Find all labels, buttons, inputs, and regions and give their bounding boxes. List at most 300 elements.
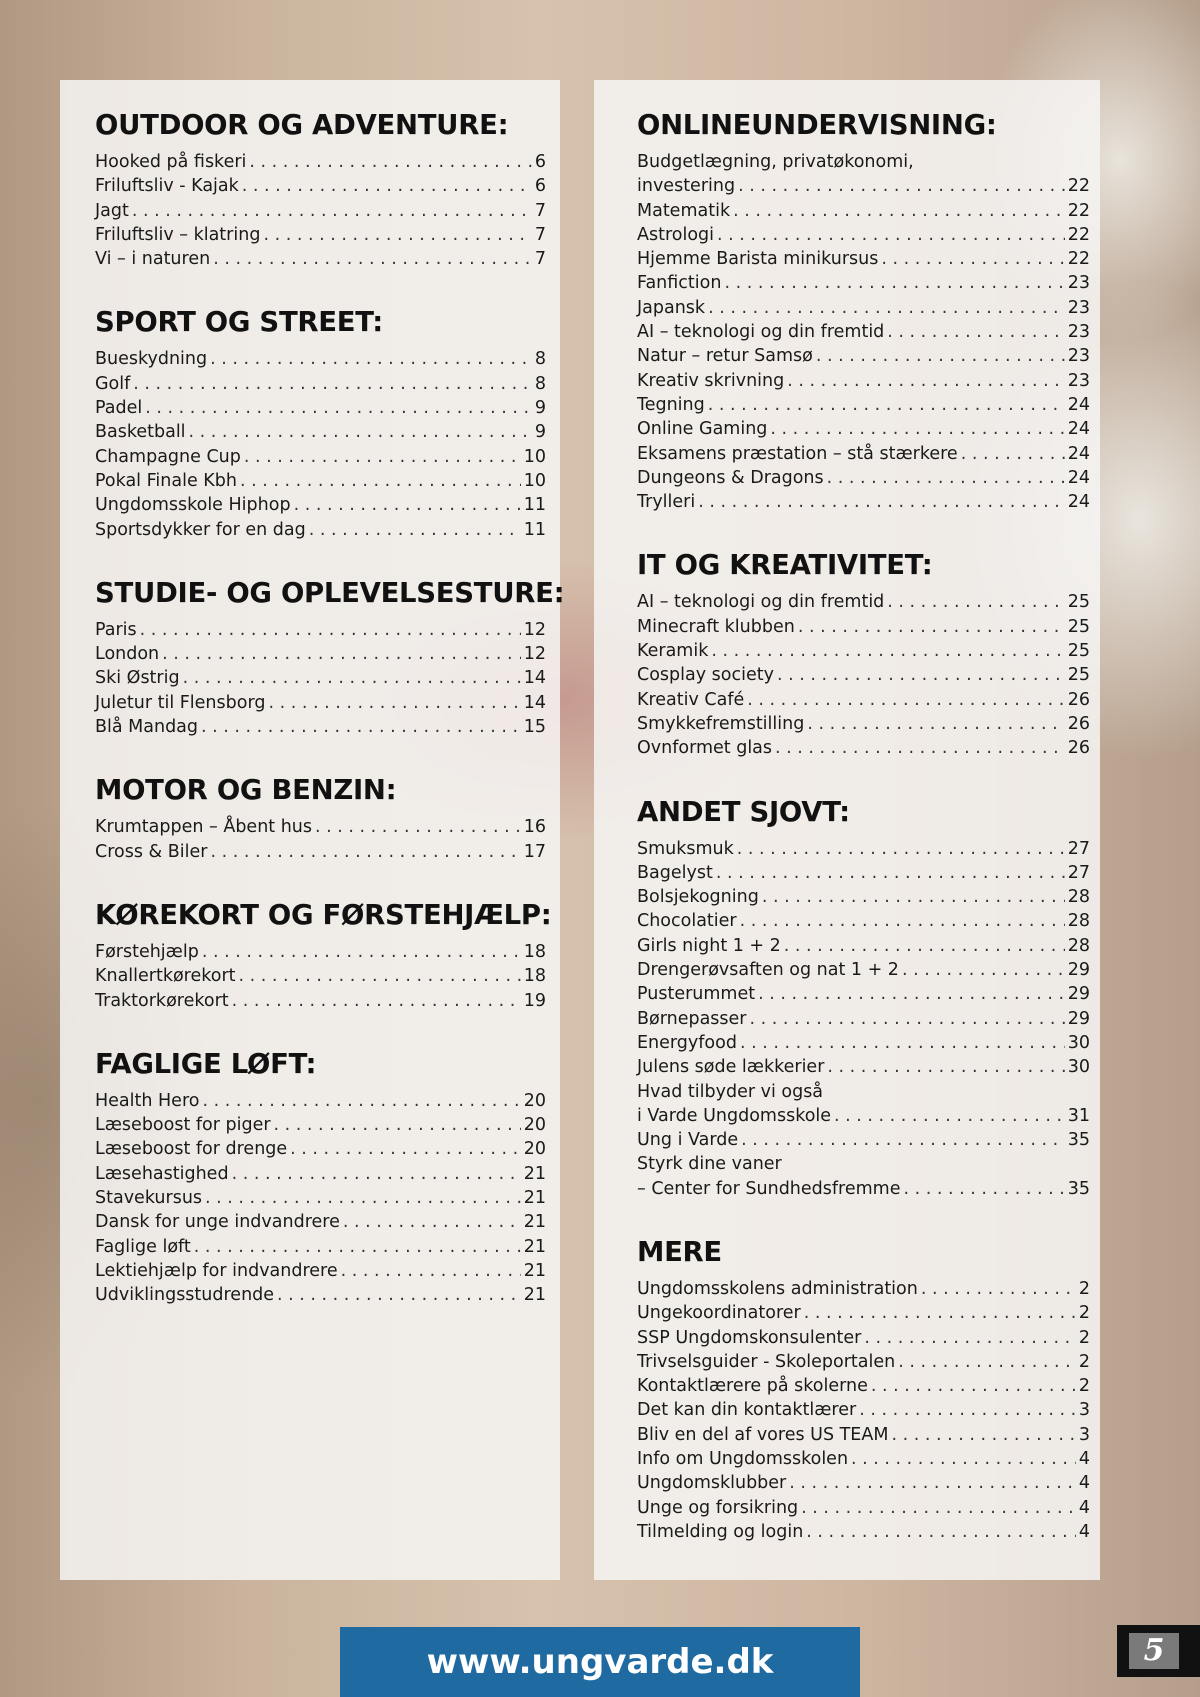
toc-entry[interactable] xyxy=(95,940,546,964)
entry-title: Blå Mandag xyxy=(95,717,199,738)
dot-leader xyxy=(242,174,532,198)
dot-leader xyxy=(716,861,1065,885)
dot-leader xyxy=(740,909,1065,933)
entry-title-line: Styrk dine vaner xyxy=(637,1154,782,1175)
entry-page-number: 21 xyxy=(523,1188,546,1209)
toc-section xyxy=(95,1047,546,1308)
dot-leader xyxy=(804,1301,1076,1325)
dot-leader xyxy=(213,247,532,271)
entry-title: investering xyxy=(637,176,736,197)
entry-page-number: 25 xyxy=(1067,641,1090,662)
entry-title: Kreativ skrivning xyxy=(637,370,785,391)
dot-leader xyxy=(887,590,1064,614)
dot-leader xyxy=(747,688,1064,712)
entry-page-number: 14 xyxy=(523,668,546,689)
entry-page-number: 25 xyxy=(1067,592,1090,613)
dot-leader xyxy=(698,490,1065,514)
entry-title: AI – teknologi og din fremtid xyxy=(637,322,885,343)
dot-leader xyxy=(708,296,1065,320)
entry-title: Unge og forsikring xyxy=(637,1497,799,1518)
toc-section xyxy=(637,795,1090,1201)
page-number: 5 xyxy=(1129,1633,1179,1669)
toc-entry[interactable] xyxy=(95,691,546,715)
toc-entry[interactable] xyxy=(637,174,1090,198)
entry-page-number: 30 xyxy=(1067,1032,1090,1053)
entry-page-number: 30 xyxy=(1067,1057,1090,1078)
entry-title: Natur – retur Samsø xyxy=(637,346,813,367)
entry-title: Tegning xyxy=(637,394,705,415)
section-heading: FAGLIGE LØFT: xyxy=(95,1047,317,1080)
dot-leader xyxy=(784,934,1065,958)
entry-title: Juletur til Flensborg xyxy=(95,692,266,713)
toc-entry[interactable] xyxy=(637,1398,1090,1422)
dot-leader xyxy=(249,150,531,174)
website-url-banner[interactable] xyxy=(340,1627,860,1697)
toc-entry[interactable] xyxy=(637,1277,1090,1301)
toc-section xyxy=(95,773,546,864)
entry-title: Golf xyxy=(95,373,131,394)
toc-entry[interactable] xyxy=(95,642,546,666)
toc-entry[interactable] xyxy=(637,296,1090,320)
dot-leader xyxy=(881,247,1064,271)
entry-title: Smuksmuk xyxy=(637,838,734,859)
entry-title: Krumtappen – Åbent hus xyxy=(95,817,313,838)
entry-page-number: 2 xyxy=(1078,1327,1090,1348)
entry-title: Energyfood xyxy=(637,1032,737,1053)
toc-entry[interactable] xyxy=(637,885,1090,909)
toc-entry-line xyxy=(637,150,1090,174)
toc-section xyxy=(637,1235,1090,1544)
entry-page-number: 27 xyxy=(1067,838,1090,859)
entry-title: Læseboost for piger xyxy=(95,1115,271,1136)
toc-entry[interactable] xyxy=(95,1210,546,1234)
entry-title: Hjemme Barista minikursus xyxy=(637,249,879,270)
toc-entry[interactable] xyxy=(637,1447,1090,1471)
toc-section xyxy=(95,108,546,271)
toc-section xyxy=(637,108,1090,514)
entry-page-number: 7 xyxy=(534,224,546,245)
entry-title: Vi – i naturen xyxy=(95,249,211,270)
section-heading: MOTOR OG BENZIN: xyxy=(95,774,397,807)
toc-entry[interactable] xyxy=(95,223,546,247)
dot-leader xyxy=(290,1137,521,1161)
dot-leader xyxy=(202,940,521,964)
entry-title: Jagt xyxy=(95,200,129,221)
entry-page-number: 27 xyxy=(1067,862,1090,883)
entry-title: Tilmelding og login xyxy=(637,1521,804,1542)
toc-entry[interactable] xyxy=(95,372,546,396)
toc-entry[interactable] xyxy=(637,1496,1090,1520)
entry-page-number: 25 xyxy=(1067,665,1090,686)
dot-leader xyxy=(183,666,521,690)
entry-page-number: 2 xyxy=(1078,1351,1090,1372)
dot-leader xyxy=(787,369,1064,393)
entry-title: Ungdomsklubber xyxy=(637,1473,787,1494)
entry-title: Friluftsliv – klatring xyxy=(95,224,261,245)
dot-leader xyxy=(268,691,520,715)
dot-leader xyxy=(887,320,1064,344)
toc-entry[interactable] xyxy=(637,688,1090,712)
entry-title: Ski Østrig xyxy=(95,668,180,689)
toc-entry[interactable] xyxy=(637,837,1090,861)
entry-title: SSP Ungdomskonsulenter xyxy=(637,1327,862,1348)
entry-title: Lektiehjælp for indvandrere xyxy=(95,1260,338,1281)
toc-entry[interactable] xyxy=(95,347,546,371)
entry-title: Trivselsguider - Skoleportalen xyxy=(637,1351,896,1372)
toc-entry[interactable] xyxy=(95,666,546,690)
entry-title: Kontaktlærere på skolerne xyxy=(637,1376,868,1397)
toc-entry[interactable] xyxy=(637,490,1090,514)
dot-leader xyxy=(239,964,521,988)
entry-page-number: 24 xyxy=(1067,492,1090,513)
dot-leader xyxy=(132,199,532,223)
dot-leader xyxy=(232,989,521,1013)
toc-entry[interactable] xyxy=(95,247,546,271)
toc-entry[interactable] xyxy=(95,815,546,839)
entry-title: Padel xyxy=(95,398,143,419)
dot-leader xyxy=(816,344,1065,368)
toc-entry[interactable] xyxy=(95,1137,546,1161)
toc-entry[interactable] xyxy=(637,466,1090,490)
toc-entry[interactable] xyxy=(95,618,546,642)
toc-entry[interactable] xyxy=(637,442,1090,466)
toc-entry-line xyxy=(637,1152,1090,1176)
entry-page-number: 4 xyxy=(1078,1449,1090,1470)
toc-entry[interactable] xyxy=(95,964,546,988)
dot-leader xyxy=(891,1423,1075,1447)
entry-title: Bagelyst xyxy=(637,862,713,883)
entry-page-number: 28 xyxy=(1067,911,1090,932)
entry-title: Japansk xyxy=(637,297,706,318)
entry-page-number: 22 xyxy=(1067,224,1090,245)
website-url[interactable]: www.ungvarde.dk xyxy=(426,1642,774,1682)
entry-title: Bueskydning xyxy=(95,349,208,370)
section-heading: MERE xyxy=(637,1235,722,1268)
entry-title: Health Hero xyxy=(95,1090,200,1111)
entry-page-number: 7 xyxy=(534,249,546,270)
toc-entry[interactable] xyxy=(637,271,1090,295)
entry-title: AI – teknologi og din fremtid xyxy=(637,592,885,613)
dot-leader xyxy=(733,199,1065,223)
entry-title: Sportsdykker for en dag xyxy=(95,519,306,540)
entry-title: Traktorkørekort xyxy=(95,990,229,1011)
dot-leader xyxy=(770,417,1064,441)
section-heading: IT OG KREATIVITET: xyxy=(637,549,933,582)
entry-title: Ungdomsskolens administration xyxy=(637,1278,918,1299)
toc-entry[interactable] xyxy=(95,989,546,1013)
dot-leader xyxy=(263,223,531,247)
toc-entry[interactable] xyxy=(637,982,1090,1006)
dot-leader xyxy=(762,885,1065,909)
toc-entry[interactable] xyxy=(95,1259,546,1283)
section-heading: STUDIE- OG OPLEVELSESTURE: xyxy=(95,576,565,609)
toc-entry[interactable] xyxy=(637,639,1090,663)
toc-entry[interactable] xyxy=(637,247,1090,271)
entry-title: Dansk for unge indvandrere xyxy=(95,1212,340,1233)
section-heading: SPORT OG STREET: xyxy=(95,306,383,339)
toc-entry[interactable] xyxy=(95,1283,546,1307)
toc-entry[interactable] xyxy=(95,199,546,223)
entry-page-number: 3 xyxy=(1078,1424,1090,1445)
dot-leader xyxy=(145,396,532,420)
toc-entry[interactable] xyxy=(637,1128,1090,1152)
toc-entry[interactable] xyxy=(637,663,1090,687)
entry-page-number: 19 xyxy=(523,990,546,1011)
entry-title: Pusterummet xyxy=(637,984,756,1005)
entry-page-number: 10 xyxy=(523,446,546,467)
entry-page-number: 9 xyxy=(534,398,546,419)
toc-entry[interactable] xyxy=(95,396,546,420)
toc-entry[interactable] xyxy=(95,493,546,517)
entry-page-number: 15 xyxy=(523,717,546,738)
entry-page-number: 22 xyxy=(1067,176,1090,197)
toc-entry[interactable] xyxy=(95,1186,546,1210)
entry-title: Trylleri xyxy=(637,492,696,513)
entry-page-number: 26 xyxy=(1067,738,1090,759)
entry-title: Cross & Biler xyxy=(95,841,208,862)
dot-leader xyxy=(864,1326,1075,1350)
entry-page-number: 25 xyxy=(1067,616,1090,637)
entry-page-number: 21 xyxy=(523,1260,546,1281)
dot-leader xyxy=(961,442,1065,466)
entry-title: Læsehastighed xyxy=(95,1163,229,1184)
toc-entry[interactable] xyxy=(95,445,546,469)
entry-title: Ungdomsskole Hiphop xyxy=(95,495,291,516)
dot-leader xyxy=(789,1471,1076,1495)
toc-entry[interactable] xyxy=(95,469,546,493)
entry-page-number: 28 xyxy=(1067,887,1090,908)
entry-page-number: 24 xyxy=(1067,467,1090,488)
toc-entry[interactable] xyxy=(637,1301,1090,1325)
toc-entry[interactable] xyxy=(637,1177,1090,1201)
toc-entry[interactable] xyxy=(95,150,546,174)
entry-page-number: 24 xyxy=(1067,419,1090,440)
entry-title: Stavekursus xyxy=(95,1188,203,1209)
entry-page-number: 3 xyxy=(1078,1400,1090,1421)
entry-page-number: 21 xyxy=(523,1163,546,1184)
entry-title: Julens søde lækkerier xyxy=(637,1057,825,1078)
toc-entry[interactable] xyxy=(637,1031,1090,1055)
dot-leader xyxy=(240,469,521,493)
toc-entry[interactable] xyxy=(637,1374,1090,1398)
entry-page-number: 17 xyxy=(523,841,546,862)
toc-entry[interactable] xyxy=(95,420,546,444)
toc-entry-line xyxy=(637,1080,1090,1104)
entry-page-number: 29 xyxy=(1067,960,1090,981)
entry-title: Det kan din kontaktlærer xyxy=(637,1400,857,1421)
dot-leader xyxy=(798,615,1065,639)
dot-leader xyxy=(232,1162,521,1186)
toc-entry[interactable] xyxy=(95,174,546,198)
entry-title: – Center for Sundhedsfremme xyxy=(637,1178,901,1199)
dot-leader xyxy=(717,223,1065,247)
entry-page-number: 24 xyxy=(1067,443,1090,464)
toc-section xyxy=(637,548,1090,760)
entry-title: Fanfiction xyxy=(637,273,722,294)
toc-entry[interactable] xyxy=(637,736,1090,760)
dot-leader xyxy=(777,663,1065,687)
entry-title: Knallertkørekort xyxy=(95,966,236,987)
entry-page-number: 35 xyxy=(1067,1178,1090,1199)
toc-entry[interactable] xyxy=(95,518,546,542)
toc-entry[interactable] xyxy=(637,417,1090,441)
dot-leader xyxy=(309,518,521,542)
entry-title: Girls night 1 + 2 xyxy=(637,935,781,956)
entry-page-number: 8 xyxy=(534,373,546,394)
dot-leader xyxy=(806,1520,1076,1544)
entry-title: Minecraft klubben xyxy=(637,616,795,637)
toc-entry[interactable] xyxy=(637,320,1090,344)
entry-page-number: 2 xyxy=(1078,1278,1090,1299)
entry-page-number: 23 xyxy=(1067,322,1090,343)
dot-leader xyxy=(205,1186,521,1210)
toc-entry[interactable] xyxy=(95,840,546,864)
dot-leader xyxy=(737,837,1065,861)
entry-title: Smykkefremstilling xyxy=(637,713,805,734)
dot-leader xyxy=(903,1177,1064,1201)
toc-entry[interactable] xyxy=(637,393,1090,417)
entry-page-number: 21 xyxy=(523,1212,546,1233)
entry-page-number: 31 xyxy=(1067,1105,1090,1126)
dot-leader xyxy=(750,1007,1065,1031)
toc-entry[interactable] xyxy=(637,861,1090,885)
dot-leader xyxy=(162,642,521,666)
dot-leader xyxy=(244,445,521,469)
dot-leader xyxy=(801,1496,1076,1520)
dot-leader xyxy=(902,958,1065,982)
entry-page-number: 28 xyxy=(1067,935,1090,956)
toc-entry[interactable] xyxy=(637,1055,1090,1079)
entry-title: Ung i Varde xyxy=(637,1130,739,1151)
dot-leader xyxy=(210,347,532,371)
toc-section xyxy=(95,898,552,1013)
entry-page-number: 18 xyxy=(523,966,546,987)
dot-leader xyxy=(871,1374,1076,1398)
entry-title: Info om Ungdomsskolen xyxy=(637,1449,849,1470)
entry-page-number: 4 xyxy=(1078,1473,1090,1494)
dot-leader xyxy=(724,271,1064,295)
entry-page-number: 2 xyxy=(1078,1376,1090,1397)
entry-title: Bolsjekogning xyxy=(637,887,759,908)
entry-page-number: 20 xyxy=(523,1115,546,1136)
toc-entry[interactable] xyxy=(637,223,1090,247)
toc-entry[interactable] xyxy=(637,590,1090,614)
dot-leader xyxy=(740,1031,1065,1055)
entry-page-number: 23 xyxy=(1067,273,1090,294)
toc-entry[interactable] xyxy=(637,344,1090,368)
dot-leader xyxy=(898,1350,1076,1374)
dot-leader xyxy=(189,420,532,444)
entry-page-number: 7 xyxy=(534,200,546,221)
toc-entry[interactable] xyxy=(637,1520,1090,1544)
dot-leader xyxy=(859,1398,1076,1422)
entry-title: Eksamens præstation – stå stærkere xyxy=(637,443,958,464)
entry-page-number: 20 xyxy=(523,1090,546,1111)
section-heading: OUTDOOR OG ADVENTURE: xyxy=(95,109,509,141)
entry-title: Champagne Cup xyxy=(95,446,241,467)
toc-entry[interactable] xyxy=(95,1235,546,1259)
toc-entry[interactable] xyxy=(95,1113,546,1137)
dot-leader xyxy=(775,736,1065,760)
entry-page-number: 9 xyxy=(534,422,546,443)
entry-title: Udviklingsstudrende xyxy=(95,1285,275,1306)
entry-title: Chocolatier xyxy=(637,911,737,932)
entry-title: Kreativ Café xyxy=(637,689,745,710)
entry-title: Cosplay society xyxy=(637,665,774,686)
dot-leader xyxy=(274,1113,521,1137)
dot-leader xyxy=(758,982,1065,1006)
dot-leader xyxy=(827,466,1065,490)
entry-page-number: 11 xyxy=(523,519,546,540)
entry-page-number: 23 xyxy=(1067,297,1090,318)
entry-title: Pokal Finale Kbh xyxy=(95,470,237,491)
entry-page-number: 22 xyxy=(1067,249,1090,270)
toc-entry[interactable] xyxy=(95,715,546,739)
toc-entry[interactable] xyxy=(637,1326,1090,1350)
entry-title: Læseboost for drenge xyxy=(95,1139,288,1160)
toc-entry[interactable] xyxy=(95,1089,546,1113)
toc-entry[interactable] xyxy=(637,369,1090,393)
toc-entry[interactable] xyxy=(637,615,1090,639)
toc-entry[interactable] xyxy=(95,1162,546,1186)
section-heading: ONLINEUNDERVISNING: xyxy=(637,109,997,141)
entry-title: Keramik xyxy=(637,641,709,662)
entry-page-number: 23 xyxy=(1067,370,1090,391)
entry-page-number: 12 xyxy=(523,644,546,665)
dot-leader xyxy=(202,1089,520,1113)
toc-entry[interactable] xyxy=(637,1007,1090,1031)
toc-entry[interactable] xyxy=(637,1350,1090,1374)
entry-page-number: 18 xyxy=(523,941,546,962)
entry-title: Faglige løft xyxy=(95,1236,191,1257)
dot-leader xyxy=(133,372,532,396)
toc-entry[interactable] xyxy=(637,958,1090,982)
entry-title-line: Budgetlægning, privatøkonomi, xyxy=(637,152,914,172)
dot-leader xyxy=(834,1104,1065,1128)
toc-entry[interactable] xyxy=(637,199,1090,223)
toc-entry[interactable] xyxy=(637,934,1090,958)
entry-title: London xyxy=(95,644,160,665)
entry-page-number: 21 xyxy=(523,1285,546,1306)
entry-title: Førstehjælp xyxy=(95,941,199,962)
dot-leader xyxy=(210,840,520,864)
entry-page-number: 29 xyxy=(1067,984,1090,1005)
dot-leader xyxy=(711,639,1064,663)
entry-page-number: 26 xyxy=(1067,713,1090,734)
toc-entry[interactable] xyxy=(637,1423,1090,1447)
dot-leader xyxy=(807,712,1064,736)
entry-page-number: 21 xyxy=(523,1236,546,1257)
entry-title: Online Gaming xyxy=(637,419,768,440)
right-column xyxy=(637,108,1090,1578)
dot-leader xyxy=(827,1055,1064,1079)
entry-title: Friluftsliv - Kajak xyxy=(95,176,239,197)
toc-entry[interactable] xyxy=(637,712,1090,736)
dot-leader xyxy=(294,493,521,517)
entry-page-number: 14 xyxy=(523,692,546,713)
dot-leader xyxy=(201,715,521,739)
dot-leader xyxy=(921,1277,1076,1301)
dot-leader xyxy=(738,174,1065,198)
entry-title: Børnepasser xyxy=(637,1008,747,1029)
dot-leader xyxy=(341,1259,521,1283)
toc-entry[interactable] xyxy=(637,1471,1090,1495)
toc-entry[interactable] xyxy=(637,1104,1090,1128)
toc-entry[interactable] xyxy=(637,909,1090,933)
entry-page-number: 35 xyxy=(1067,1130,1090,1151)
dot-leader xyxy=(708,393,1065,417)
toc-section xyxy=(95,576,565,739)
